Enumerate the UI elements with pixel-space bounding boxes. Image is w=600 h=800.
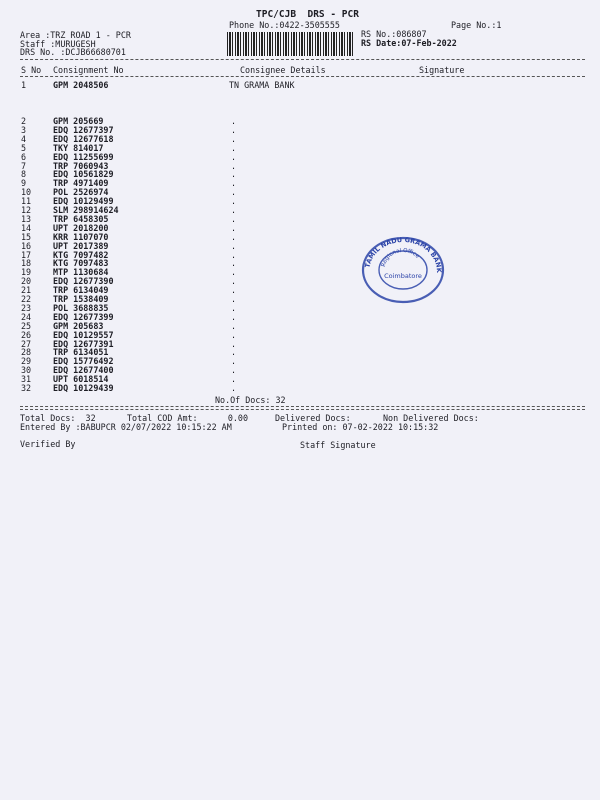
- row-consignment-number: KTG 7097482: [53, 249, 109, 260]
- row-serial-number: 22: [21, 294, 32, 304]
- table-row: [0, 242, 600, 250]
- row-dot-marker: .: [231, 311, 237, 322]
- row-serial-number: 5: [21, 142, 27, 153]
- row-dot-marker: .: [231, 124, 237, 135]
- row-dot-marker: .: [231, 187, 237, 198]
- row-serial-number: 27: [21, 338, 32, 349]
- row-dot-marker: .: [231, 178, 237, 189]
- row-serial-number: 18: [21, 258, 32, 269]
- row-dot-marker: .: [231, 222, 237, 233]
- row-consignment-number: POL 3688835: [53, 302, 109, 313]
- row-consignment-number: TRP 6134051: [53, 347, 109, 358]
- table-row: [0, 268, 600, 276]
- table-row: [0, 126, 600, 134]
- row-consignment-number: EDQ 10129499: [53, 196, 114, 207]
- row-serial-number: 3: [21, 124, 27, 135]
- row-serial-number: 11: [21, 196, 32, 207]
- row-consignment-number: EDQ 12677618: [53, 133, 114, 144]
- row-consignment-number: GPM 2048506: [53, 80, 109, 90]
- row-consignment-number: TRP 1538409: [53, 294, 109, 304]
- row-serial-number: 15: [21, 231, 32, 242]
- table-row: [0, 304, 600, 312]
- table-row: [0, 215, 600, 223]
- rs-date: RS Date:07-Feb-2022: [361, 38, 457, 48]
- row-dot-marker: .: [231, 196, 237, 207]
- row-serial-number: 10: [21, 187, 32, 198]
- printed-on: Printed on: 07-02-2022 10:15:32: [282, 422, 439, 432]
- row-dot-marker: .: [231, 338, 237, 349]
- row-dot-marker: .: [231, 383, 237, 393]
- table-row: [0, 188, 600, 196]
- row-serial-number: 25: [21, 320, 32, 331]
- row-serial-number: 31: [21, 374, 32, 385]
- page-number: Page No.:1: [451, 20, 502, 30]
- table-row: [0, 295, 600, 303]
- row-dot-marker: .: [231, 276, 237, 287]
- row-consignment-number: EDQ 12677390: [53, 276, 114, 287]
- row-dot-marker: .: [231, 320, 237, 331]
- row-dot-marker: .: [231, 285, 237, 296]
- row-serial-number: 16: [21, 240, 32, 251]
- table-row: [0, 224, 600, 232]
- row-consignment-number: KRR 1107070: [53, 231, 109, 242]
- table-row: [0, 331, 600, 339]
- column-header-consignee: Consignee Details: [240, 65, 326, 75]
- table-row: [0, 384, 600, 392]
- table-row: [0, 170, 600, 178]
- table-row: [0, 179, 600, 187]
- table-row: [0, 153, 600, 161]
- row-consignment-number: EDQ 12677397: [53, 124, 114, 135]
- row-serial-number: 29: [21, 356, 32, 367]
- table-row: [0, 233, 600, 241]
- row-serial-number: 28: [21, 347, 32, 358]
- area-field: Area :TRZ ROAD 1 - PCR: [20, 30, 131, 40]
- row-serial-number: 24: [21, 311, 32, 322]
- table-row: [0, 117, 600, 125]
- non-delivered-docs: Non Delivered Docs:: [383, 413, 479, 423]
- table-row: [0, 375, 600, 383]
- drs-number: DRS No. :DCJB66680701: [20, 47, 126, 57]
- row-consignment-number: UPT 2018200: [53, 222, 109, 233]
- phone-number: Phone No.:0422-3505555: [229, 20, 340, 30]
- row-serial-number: 13: [21, 213, 32, 224]
- table-row: [0, 322, 600, 330]
- row-dot-marker: .: [231, 329, 237, 340]
- row-consignment-number: GPM 205669: [53, 116, 104, 126]
- row-serial-number: 8: [21, 169, 27, 180]
- column-header-consignment: Consignment No: [53, 65, 124, 75]
- row-consignment-number: EDQ 12677399: [53, 311, 114, 322]
- row-serial-number: 20: [21, 276, 32, 287]
- row-serial-number: 4: [21, 133, 27, 144]
- row-serial-number: 26: [21, 329, 32, 340]
- entered-by: Entered By :BABUPCR 02/07/2022 10:15:22 AM: [20, 422, 232, 432]
- row-dot-marker: .: [231, 302, 237, 313]
- row-dot-marker: .: [231, 294, 237, 304]
- table-row: [0, 348, 600, 356]
- svg-text:TAMIL NADU GRAMA BANK: [363, 236, 443, 274]
- table-row: [0, 144, 600, 152]
- table-row: [0, 277, 600, 285]
- row-dot-marker: .: [231, 347, 237, 358]
- row-serial-number: 12: [21, 205, 32, 215]
- row-dot-marker: .: [231, 151, 237, 162]
- row-serial-number: 19: [21, 267, 32, 278]
- row-dot-marker: .: [231, 374, 237, 385]
- row-consignment-number: EDQ 10561829: [53, 169, 114, 180]
- total-cod-amount: Total COD Amt: 0.00: [127, 413, 249, 423]
- row-serial-number: 30: [21, 365, 32, 376]
- stamp-bank-name: TAMIL NADU GRAMA BANK: [363, 235, 444, 274]
- row-serial-number: 1: [21, 80, 27, 90]
- row-serial-number: 17: [21, 249, 32, 260]
- row-consignment-number: EDQ 11255699: [53, 151, 114, 162]
- row-dot-marker: .: [231, 258, 237, 269]
- row-consignment-number: GPM 205683: [53, 320, 104, 331]
- row-consignment-number: MTP 1130684: [53, 267, 109, 278]
- row-serial-number: 14: [21, 222, 32, 233]
- verified-by-label: Verified By: [20, 439, 76, 449]
- divider: [20, 409, 585, 410]
- total-docs: Total Docs: 32: [20, 413, 96, 423]
- row-dot-marker: .: [231, 365, 237, 376]
- table-row: [0, 162, 600, 170]
- table-row: [0, 135, 600, 143]
- bank-seal-stamp: [357, 234, 449, 304]
- staff-field: Staff :MURUGESH: [20, 39, 96, 49]
- row-dot-marker: .: [231, 160, 237, 171]
- row-serial-number: 23: [21, 302, 32, 313]
- divider: [20, 76, 585, 77]
- row-consignment-number: EDQ 10129557: [53, 329, 114, 340]
- row-dot-marker: .: [231, 133, 237, 144]
- row-dot-marker: .: [231, 356, 237, 367]
- row-consignment-number: TRP 6458305: [53, 213, 109, 224]
- row-consignment-number: UPT 2017389: [53, 240, 109, 251]
- divider: [20, 406, 585, 407]
- table-row: [0, 197, 600, 205]
- divider: [20, 59, 585, 60]
- delivered-docs: Delivered Docs:: [275, 413, 351, 423]
- table-row: [0, 286, 600, 294]
- row-dot-marker: .: [231, 240, 237, 251]
- row-dot-marker: .: [231, 116, 237, 126]
- table-row: [0, 81, 600, 89]
- row-consignment-number: TRP 7060943: [53, 160, 109, 171]
- document-title: TPC/CJB DRS - PCR: [256, 9, 359, 20]
- row-dot-marker: .: [231, 249, 237, 260]
- staff-signature-label: Staff Signature: [300, 440, 376, 450]
- row-consignment-number: EDQ 15776492: [53, 356, 114, 367]
- row-serial-number: 2: [21, 116, 27, 126]
- row-serial-number: 32: [21, 383, 32, 393]
- no-of-docs: No.Of Docs: 32: [215, 395, 286, 405]
- row-consignment-number: TRP 6134049: [53, 285, 109, 296]
- table-row: [0, 259, 600, 267]
- row-dot-marker: .: [231, 169, 237, 180]
- row-serial-number: 9: [21, 178, 27, 189]
- table-row: [0, 206, 600, 214]
- svg-text:Regional Office: [381, 248, 421, 267]
- stamp-city: Coimbatore: [384, 272, 422, 280]
- row-consignment-number: TKY 814017: [53, 142, 104, 153]
- row-consignment-number: EDQ 12677400: [53, 365, 114, 376]
- table-row: [0, 340, 600, 348]
- row-consignee-details: TN GRAMA BANK: [229, 80, 295, 90]
- row-dot-marker: .: [231, 267, 237, 278]
- table-row: [0, 251, 600, 259]
- row-consignment-number: TRP 4971409: [53, 178, 109, 189]
- row-serial-number: 21: [21, 285, 32, 296]
- row-consignment-number: SLM 298914624: [53, 205, 119, 215]
- row-consignment-number: UPT 6018514: [53, 374, 109, 385]
- table-row: [0, 366, 600, 374]
- row-consignment-number: POL 2526974: [53, 187, 109, 198]
- row-consignment-number: EDQ 10129439: [53, 383, 114, 393]
- rs-number: RS No.:086807: [361, 29, 427, 39]
- table-row: [0, 357, 600, 365]
- row-consignment-number: KTG 7097483: [53, 258, 109, 269]
- row-dot-marker: .: [231, 231, 237, 242]
- row-dot-marker: .: [231, 213, 237, 224]
- row-dot-marker: .: [231, 205, 237, 215]
- column-header-signature: Signature: [419, 65, 465, 75]
- stamp-office: Regional Office: [380, 247, 421, 268]
- column-header-sno: S No: [21, 65, 42, 75]
- barcode-icon: [227, 32, 353, 56]
- row-dot-marker: .: [231, 142, 237, 153]
- row-serial-number: 6: [21, 151, 27, 162]
- row-consignment-number: EDQ 12677391: [53, 338, 114, 349]
- table-row: [0, 313, 600, 321]
- row-serial-number: 7: [21, 160, 27, 171]
